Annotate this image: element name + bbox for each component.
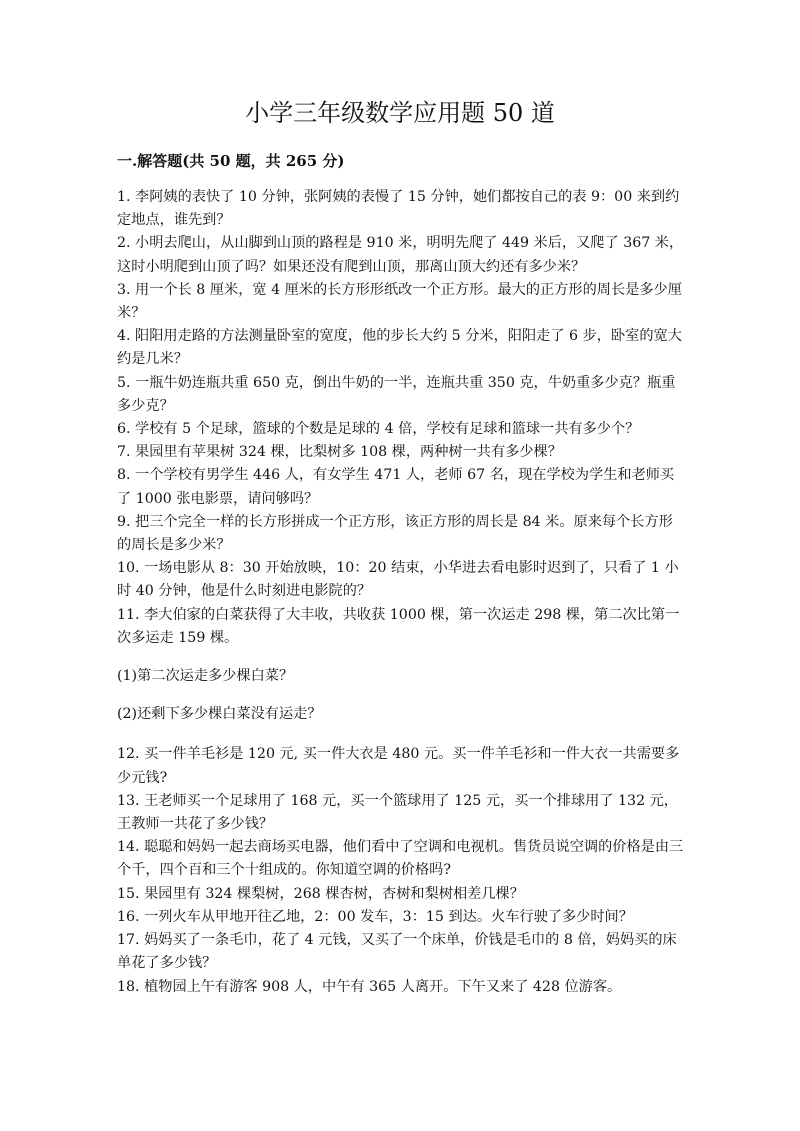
question-item: 9. 把三个完全一样的长方形拼成一个正方形，该正方形的周长是 84 米。原来每个长方形的周长是多少米？ xyxy=(117,513,673,554)
question-item: 2. 小明去爬山，从山脚到山顶的路程是 910 米，明明先爬了 449 米后，又爬了 367 米，这时小明爬到山顶了吗？如果还没有爬到山顶，那离山顶大约还有多少米？ xyxy=(117,235,684,275)
question-item: 13. 王老师买一个足球用了 168 元，买一个篮球用了 125 元，买一个排球用了 132 元，王教师一共花了多少钱？ xyxy=(117,792,678,833)
question-item: 3. 用一个长 8 厘米，宽 4 厘米的长方形形纸改一个正方形。最大的正方形的周长是多少厘米？ xyxy=(117,281,682,322)
question-item: 16. 一列火车从甲地开往乙地，2：00 发车，3：15 到达。火车行驶了多少时间？ xyxy=(117,908,633,925)
question-item: 4. 阳阳用走路的方法测量卧室的宽度，他的步长大约 5 分米，阳阳走了 6 步，卧室的宽大约是几米？ xyxy=(117,328,682,368)
sub-question-item: (2)还剩下多少棵白菜没有运走？ xyxy=(117,706,322,723)
page-title: 小学三年级数学应用题 50 道 xyxy=(245,99,555,127)
question-item: 1. 李阿姨的表快了 10 分钟，张阿姨的表慢了 15 分钟，她们都按自己的表 9：00 来到约定地点，谁先到？ xyxy=(117,189,680,229)
sub-question-item: (1)第二次运走多少棵白菜？ xyxy=(117,668,294,685)
question-item: 12. 买一件羊毛衫是 120 元, 买一件大衣是 480 元。买一件羊毛衫和一件大衣一共需要多少元钱? xyxy=(117,746,680,786)
question-item: 11. 李大伯家的白菜获得了大丰收，共收获 1000 棵，第一次运走 298 棵，第二次比第一次多运走 159 棵。 xyxy=(117,606,680,646)
question-item: 10. 一场电影从 8：30 开始放映，10：20 结束，小华进去看电影时迟到了，只看了 1 小时 40 分钟，他是什么时刻进电影院的？ xyxy=(117,560,679,600)
question-item: 15. 果园里有 324 棵梨树，268 棵杏树，杏树和梨树相差几棵？ xyxy=(117,885,524,902)
question-item: 6. 学校有 5 个足球，篮球的个数是足球的 4 倍，学校有足球和篮球一共有多少个？ xyxy=(117,421,640,438)
question-item: 18. 植物园上午有游客 908 人，中午有 365 人离开。下午又来了 428 位游客。 xyxy=(117,978,622,995)
section-heading: 一.解答题(共 50 题，共 265 分) xyxy=(117,152,345,170)
question-item: 7. 果园里有苹果树 324 棵，比梨树多 108 棵，两种树一共有多少棵？ xyxy=(117,444,562,461)
question-item: 8. 一个学校有男学生 446 人，有女学生 471 人，老师 67 名，现在学校为学生和老师买了 1000 张电影票，请问够吗？ xyxy=(117,467,675,507)
question-item: 5. 一瓶牛奶连瓶共重 650 克，倒出牛奶的一半，连瓶共重 350 克，牛奶重多少克？瓶重多少克？ xyxy=(117,374,676,414)
question-item: 14. 聪聪和妈妈一起去商场买电器，他们看中了空调和电视机。售货员说空调的价格是由三个千，四个百和三个十组成的。你知道空调的价格吗? xyxy=(117,839,684,879)
question-list xyxy=(117,186,687,999)
question-item: 17. 妈妈买了一条毛巾，花了 4 元钱，又买了一个床单，价钱是毛巾的 8 倍，妈妈买的床单花了多少钱？ xyxy=(117,932,677,972)
